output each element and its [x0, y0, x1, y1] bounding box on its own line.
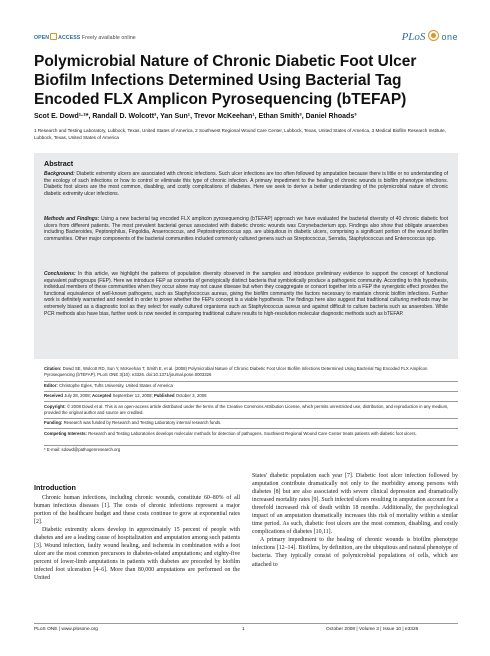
logo-plos-text: PLoS	[401, 31, 426, 43]
meta-divider	[44, 418, 458, 419]
plos-one-logo	[402, 30, 458, 43]
open-access-label: OPEN	[34, 35, 50, 41]
funding-line	[44, 420, 458, 426]
affiliations: 1 Research and Testing Laboratory, Lubbock, Texas, United States of America, 2 Southwest Regional Wound Care Center, Lubbock, Texas, United States of America, 3 Medical Biofilm Research Institute, Lubbock, Texas, United States of America	[34, 128, 446, 140]
copyright-block	[44, 404, 458, 416]
competing-interests-block	[44, 431, 458, 437]
footer-divider	[34, 623, 458, 624]
intro-paragraph: Chronic human infections, including chronic wounds, constitute 60–80% of all human infectious diseases [1]. The costs of chronic infections represent a major portion of the healthcare budget and these costs continue to grow at exponential rates [2].	[34, 495, 240, 526]
abstract-box	[34, 153, 458, 359]
editor-line	[44, 383, 458, 389]
background-label: Background:	[44, 171, 75, 177]
published-label: Published	[153, 393, 175, 398]
copyright-label: Copyright:	[44, 404, 66, 409]
accepted-label: Accepted	[92, 393, 112, 398]
received-date: July 28, 2008;	[64, 393, 91, 398]
funding-label: Funding:	[44, 420, 63, 425]
abstract-methods	[44, 216, 448, 242]
methods-label: Methods and Findings:	[44, 216, 100, 222]
open-lock-icon	[50, 33, 57, 40]
logo-circle-icon	[428, 30, 439, 41]
copyright-text: © 2008 Dowd et al. This is an open-access article distributed under the terms of the Creative Commons Attribution License, which permits unrestricted use, distribution, and reproduction in any medium, provided the original author and source are credited.	[44, 404, 449, 416]
conclusions-label: Conclusions:	[44, 271, 76, 277]
editor-label: Editor:	[44, 383, 58, 388]
open-access-badge	[34, 33, 136, 41]
published-date: October 3, 2008	[175, 393, 207, 398]
intro-paragraph: A primary impediment to the healing of chronic wounds is biofilm phenotype infections [12–14]. Biofilms, by definition, are the ubiquitous and natural phenotype of bacteria. They typically consist of polymicrobial populations of cells, which are attached to	[252, 537, 458, 568]
email-link[interactable]: * E-mail: sdowd@pathogenresearch.org	[44, 447, 121, 452]
footer-issue: October 2008 | Volume 3 | Issue 10 | e3326	[326, 627, 419, 632]
competing-text: Research and Testing Laboratories develops molecular methods for detection of pathogens. Southwest Regional Wound Care Center treats patients with diabetic foot ulcers.	[88, 431, 417, 436]
introduction-heading: Introduction	[34, 483, 76, 492]
intro-left-column	[34, 494, 240, 583]
methods-text: Using a new bacterial tag encoded FLX amplicon pyrosequencing (bTEFAP) approach we have evaluated the bacterial diversity of 40 chronic diabetic foot ulcers from different patients. The most prevalent bacterial genus associated with diabetic chronic wounds was Corynebacterium spp. Findings also show that obligate anaerobes including Bacteroides, Peptoniphilus, Fingoldia, Anaerococcus, and Peptostreptococcus spp. are ubiquitous in diabetic ulcers, comprising a significant portion of the wound biofilm communities. Other major components of the bacterial communities included commonly cultured genera such as Streptococcus, Serratia, Staphylococcus and Enterococcus spp.	[44, 216, 448, 242]
intro-paragraph: Diabetic extremity ulcers develop in approximately 15 percent of people with diabetes and are a leading cause of hospitalization and amputation among such patients [3]. Wound infection, faulty wound healing, and ischemia in combination with a foot ulcer are the most common precursors to diabetes-related amputations; and eighty-five percent of lower-limb amputations in patients with diabetes are preceded by biofilm infected foot ulceration [4–6]. More than 80,000 amputations are performed on the United	[34, 527, 240, 582]
freely-available-text: Freely available online	[81, 35, 136, 41]
footer-journal[interactable]: PLoS ONE | www.plosone.org	[34, 627, 98, 632]
journal-header	[34, 30, 458, 46]
logo-one-text: one	[441, 32, 458, 42]
meta-divider	[44, 391, 458, 392]
author-list: Scot E. Dowd¹·²*, Randall D. Wolcott³, Yan Sun¹, Trevor McKeehan¹, Ethan Smith³, Daniel Rhoads³	[34, 113, 357, 120]
abstract-background	[44, 171, 448, 197]
citation-block	[44, 366, 458, 378]
editor-text: Christophe Egles, Tufts University, United States of America	[59, 383, 173, 388]
received-label: Received	[44, 393, 63, 398]
email-line[interactable]	[44, 447, 458, 453]
abstract-conclusions	[44, 271, 448, 317]
funding-text: Research was funded by Research and Testing Laboratory internal research funds.	[63, 420, 222, 425]
dates-line	[44, 393, 458, 399]
background-text: Diabetic extremity ulcers are associated with chronic infections. Such ulcer infections are too often followed by amputation because there is little or no understanding of the ecology of such infections or how to control or eliminate this type of chronic infection. A primary impediment to the healing of chronic wounds is biofilm phenotype infections. Diabetic foot ulcers are the most common, disabling, and costly complications of diabetes. Here we seek to derive a better understanding of the polymicrobial nature of chronic diabetic extremity ulcer infections.	[44, 171, 449, 197]
citation-text: Dowd SE, Wolcott RD, Sun Y, McKeehan T, Smith E, et al. (2008) Polymicrobial Nature of Chronic Diabetic Foot Ulcer Biofilm Infections Determined Using Bacterial Tag Encoded FLX Amplicon Pyrosequencing (bTEFAP). PLoS ONE 3(10): e3326. doi:10.1371/journal.pone.0003326	[44, 366, 428, 378]
open-access-tail: ACCESS	[58, 35, 81, 41]
meta-divider	[44, 428, 458, 429]
intro-right-column	[252, 472, 458, 569]
abstract-heading: Abstract	[44, 159, 74, 168]
accepted-date: September 12, 2008;	[112, 393, 153, 398]
intro-paragraph: States' diabetic population each year [7]. Diabetic foot ulcer infection followed by amputation contribute dramatically not only to the morbidity among persons with diabetes [8] but are also associated with severe clinical depression and dramatically increased mortality rates [9]. Such infected ulcers resulting in amputation account for a threefold increased risk of death within 18 months. Additionally, the psychological impact of an amputation dramatically increases this risk of mortality within a similar time period. As such, diabetic foot ulcers are the most common, disabling, and costly complications of diabetes [10,11].	[252, 473, 458, 536]
citation-label: Citation:	[44, 366, 62, 371]
meta-divider	[44, 445, 458, 446]
article-title: Polymicrobial Nature of Chronic Diabetic Foot Ulcer Biofilm Infections Determined Using Bacterial Tag Encoded FLX Amplicon Pyrosequencing (bTEFAP)	[34, 53, 417, 108]
meta-divider	[44, 401, 458, 402]
page-number: 1	[242, 627, 245, 632]
competing-label: Competing Interests:	[44, 431, 87, 436]
conclusions-text: In this article, we highlight the patterns of population diversity observed in the samples and introduce preliminary evidence to support the concept of functional equivalent pathogroups (FEP). Here we introduce FEP as consortia of genotypically distinct bacteria that symbiotically produce a pathogenic community. According to this hypothesis, individual members of these communities when they occur alone may not cause disease but when they coaggregate or consort together into a FEP the synergistic effect provides the functional equivalence of well-known pathogens, such as Staphylococcus aureus, giving the biofilm community the factors necessary to maintain chronic biofilm infections. Further work is definitely warranted and needed in order to prove whether the FEPs concept is a viable hypothesis. The findings here also suggest that traditional culturing methods may be extremely biased as a diagnostic tool as they select for easily cultured organisms such as Staphylococcus aureus and against difficult to culture bacteria such as anaerobes. While PCR methods also have bias, further work is now needed in comparing traditional culture results to high-resolution molecular diagnostic methods such as bTEFAP.	[44, 271, 448, 317]
meta-divider	[44, 381, 458, 382]
